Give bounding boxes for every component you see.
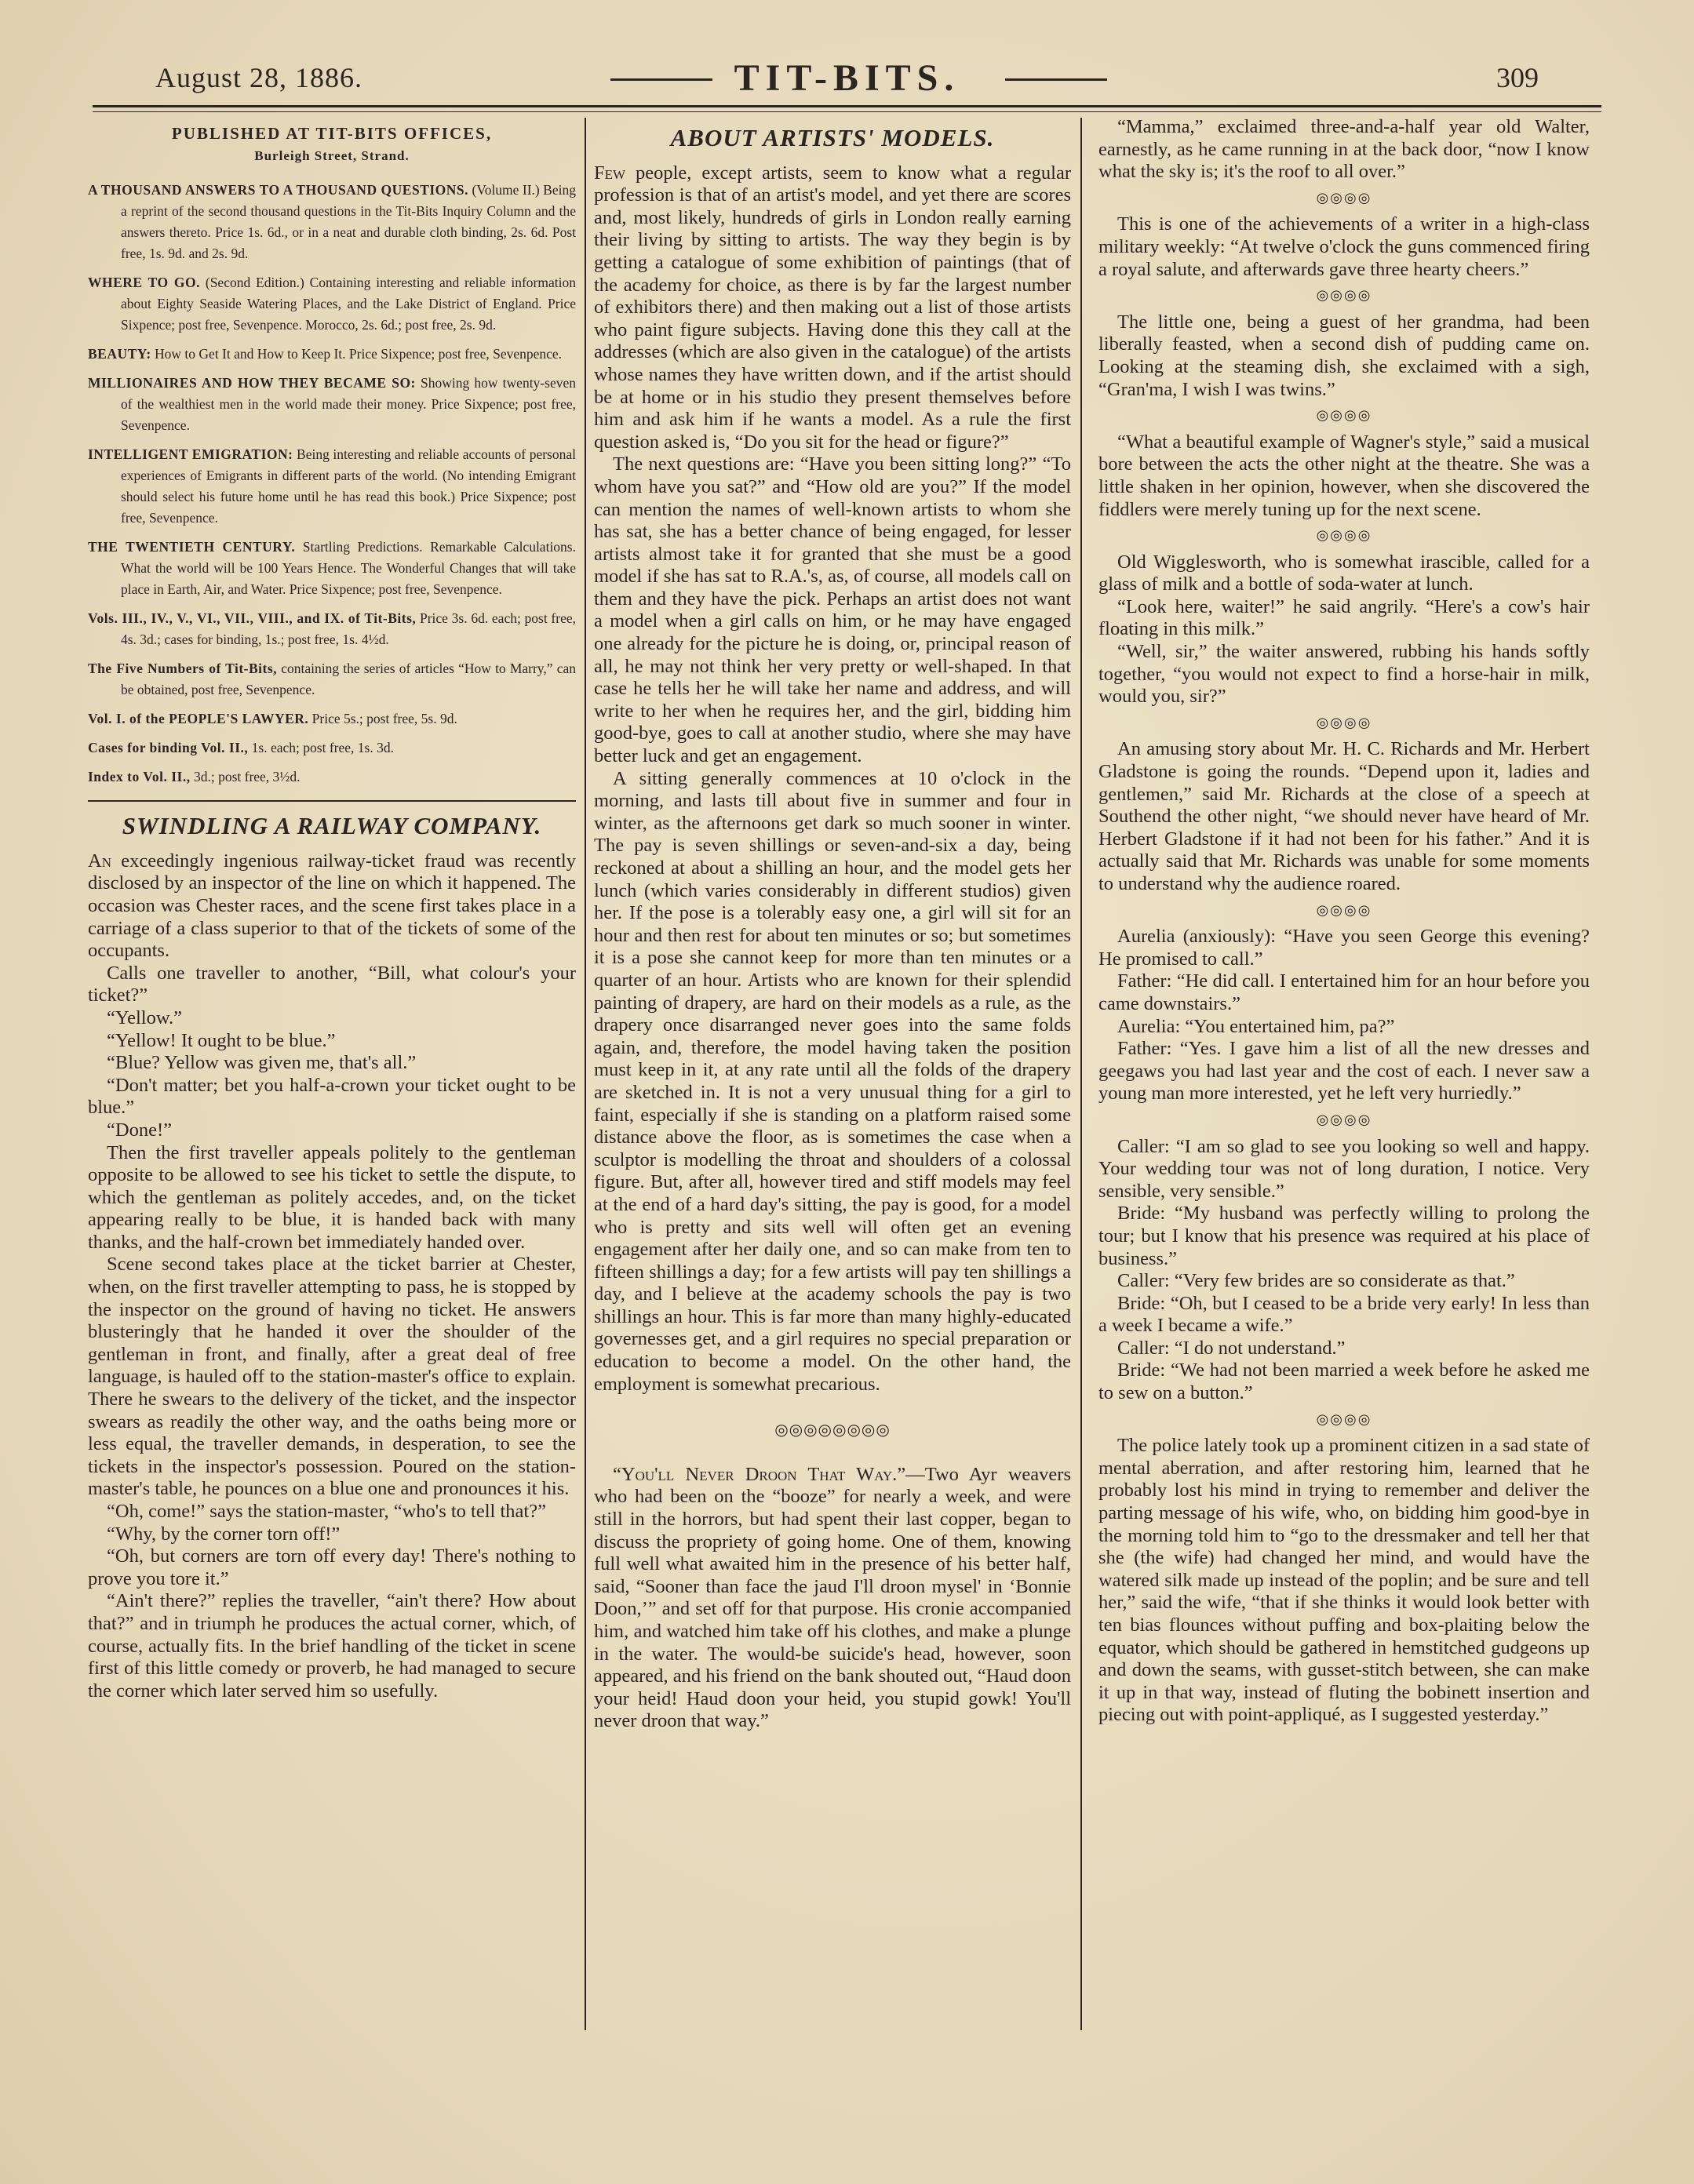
advertisement-lead: MILLIONAIRES AND HOW THEY BECAME SO: — [88, 375, 416, 391]
header-double-rule — [93, 105, 1601, 112]
article-paragraph: A sitting generally commences at 10 o'clock in the morning, and lasts till about five in summer and four in winter, as the afternoons get dark so much sooner in winter. The pay is seven shillings or seven-and-six a day, being reckoned at about a shilling an hour, and the model gets her lunch (which varies considerably in different studios) given her. If the pose is a tolerably easy one, a girl will sit for an hour and then rest for about ten minutes or so; but sometimes it is a pose she cannot keep for more than ten minutes or a quarter of an hour. Artists who are known for their splendid painting of drapery, are hard on their models as a rule, as the drapery once disarranged never goes into the same folds again, and, therefore, the model having taken the position must keep in it, at any rate until all the folds of the drapery are sketched in. It is not a very unusual thing for a girl to faint, especially if she is standing on a platform raised some distance above the floor, as is sometimes the case when a sculptor is modelling the throat and shoulders of a colossal figure. But, after all, however tired and stiff models may feel at the end of a hard day's sitting, the pay is good, for a model who is pretty and sits well will often get an evening engagement after her daily one, and so can make from ten to fifteen shillings a day; for a few artists will pay ten shillings a day, and I believe at the academy schools the pay is two shillings an hour. This is far more than many highly-educated governesses get, and a girl requires no special preparation or education to become a model. On the other hand, the employment is somewhat precarious. — [594, 767, 1071, 1395]
ornament-divider: ◎◎◎◎ — [1316, 527, 1372, 544]
advertisement-item — [88, 537, 576, 600]
advertisement-item — [88, 766, 576, 788]
article-paragraph: “Yellow! It ought to be blue.” — [107, 1029, 336, 1051]
advertisement-lead: BEAUTY: — [88, 346, 151, 362]
column-3 — [1098, 116, 1590, 1727]
anecdote-paragraph: “Well, sir,” the waiter answered, rubbing his hands softly together, “you would not expect to find a horse-hair in milk, would you, sir?” — [1098, 641, 1590, 708]
issue-date: August 28, 1886. — [155, 62, 363, 93]
article-paragraph: Scene second takes place at the ticket barrier at Chester, when, on the first traveller attempting to pass, he is stopped by the inspector on the ground of having no ticket. He answers blusteringly that he handed it over the shoulder of the gentleman in front, and finally, after a great deal of free language, is hauled off to the station-master's office to explain. There he swears to the delivery of the ticket, and the inspector swears as readily the other way, and the oaths being more or less equal, the traveller demands, in desperation, to see the tickets in the inspector's possession. Poured on the station-master's table, he pounces on a blue one and pronounces it his. — [88, 1254, 576, 1500]
droon-anecdote: “You'll Never Droon That Way.”—Two Ayr weavers who had been on the “booze” for nearly a week, and were still in the horrors, but had spent their last copper, began to discuss the propriety of going home. One of them, knowing full well what awaited him in the presence of his better half, said, “Sooner than face the jaud I'll droon mysel' in ‘Bonnie Doon,’” and set off for that purpose. His cronie accompanied him, and watched him take off his clothes, and make a plunge in the water. The would-be suicide's head, however, soon appeared, and his friend on the bank shouted out, “Haud doon your heid! Haud doon your heid, you stupid gowk! You'll never droon that way.” — [594, 1463, 1071, 1732]
advertisement-item — [88, 658, 576, 701]
anecdote-paragraph: Father: “Yes. I gave him a list of all the new dresses and geegaws you had last year and the cost of each. I never saw a young man more interested, yet he left very hurriedly.” — [1098, 1038, 1590, 1105]
advertisement-lead: The Five Numbers of Tit-Bits, — [88, 661, 278, 677]
advertisement-item — [88, 708, 576, 730]
advertisement-lead: WHERE TO GO. — [88, 275, 201, 291]
anecdote-paragraph: Old Wigglesworth, who is somewhat irascible, called for a glass of milk and a bottle of soda-water at lunch. — [1098, 551, 1590, 595]
article-paragraph: Then the first traveller appeals politely to the gentleman opposite to be allowed to see his ticket to settle the dispute, to which the gentleman as politely accedes, and, on the ticket appearing really to be blue, it is handed back with many thanks, and the half-crown bet immediately handed over. — [88, 1141, 576, 1253]
advertisement-item — [88, 344, 576, 365]
advertisement-text: Showing how twenty-seven of the wealthiest men in the world made their money. Price Sixpence; post free, Sevenpence. — [121, 375, 576, 434]
article-paragraph: “Blue? Yellow was given me, that's all.” — [107, 1052, 417, 1074]
article-title-models: ABOUT ARTISTS' MODELS. — [670, 124, 995, 151]
anecdote-paragraph: Caller: “I do not understand.” — [1117, 1337, 1346, 1359]
advertisement-lead: Cases for binding Vol. II., — [88, 740, 249, 756]
advertisement-lead: INTELLIGENT EMIGRATION: — [88, 446, 293, 463]
ornament-divider: ◎◎◎◎ — [1316, 1111, 1372, 1127]
article-paragraph: “Don't matter; bet you half-a-crown your ticket ought to be blue.” — [88, 1074, 576, 1119]
article-paragraph: “Ain't there?” replies the traveller, “ain't there? How about that?” and in triumph he produces the actual corner, which, of course, actually fits. In the brief handling of the ticket in scene first of this little comedy or proverb, he had managed to secure the corner which later served him so usefully. — [88, 1590, 576, 1702]
article-paragraph: “Why, by the corner torn off!” — [107, 1523, 341, 1545]
anecdote-paragraph: Bride: “Oh, but I ceased to be a bride very early! In less than a week I became a wife.” — [1098, 1292, 1590, 1337]
anecdote-paragraph: Aurelia: “You entertained him, pa?” — [1117, 1015, 1395, 1037]
advertisement-text: Being interesting and reliable accounts of personal experiences of Emigrants in different parts of the world. (No intending Emigrant should select his future home until he has read this book.) Price Sixpence; post free, Sevenpence. — [121, 446, 576, 526]
article-paragraph: Calls one traveller to another, “Bill, what colour's your ticket?” — [88, 962, 576, 1006]
column-2 — [594, 116, 1071, 1733]
ornament-divider: ◎◎◎◎ — [1316, 714, 1372, 730]
advertisement-item — [88, 608, 576, 650]
article-paragraph: “Yellow.” — [107, 1006, 182, 1028]
advertisement-text: Startling Predictions. Remarkable Calculations. What the world will be 100 Years Hence. The Wonderful Changes that will take place in Earth, Air, and Water. Price Sixpence; post free, Sevenpence. — [121, 539, 576, 598]
ornament-divider: ◎◎◎◎ — [1316, 407, 1372, 424]
anecdote-list — [1098, 116, 1590, 1727]
advertisement-item — [88, 373, 576, 436]
section-rule — [88, 800, 576, 804]
anecdote-paragraph: Bride: “We had not been married a week before he asked me to sew on a button.” — [1098, 1360, 1590, 1404]
anecdote-paragraph: “Mamma,” exclaimed three-and-a-half year old Walter, earnestly, as he came running in at the back door, “now I know what the sky is; it's the roof to all over.” — [1098, 116, 1590, 183]
article-body-swindling — [88, 850, 576, 1703]
masthead-title: TIT-BITS. — [734, 57, 960, 99]
advertisement-text: Price 3s. 6d. each; post free, 4s. 3d.; cases for binding, 1s.; post free, 1s. 4½d. — [121, 610, 576, 648]
article-paragraph: “Oh, come!” says the station-master, “who's to tell that?” — [107, 1501, 546, 1522]
article-paragraph: “Oh, but corners are torn off every day! There's nothing to prove you tore it.” — [88, 1545, 576, 1589]
advertisement-text: (Second Edition.) Containing interesting and reliable information about Eighty Seaside Watering Places, and the Lake District of England. Price Sixpence; post free, Sevenpence. Morocco, 2s. 6d.; post free, 2s. 9d. — [121, 275, 576, 333]
advertisement-item — [88, 272, 576, 336]
advertisement-text: (Volume II.) Being a reprint of the second thousand questions in the Tit-Bits Inquiry Column and the answers thereto. Price 1s. 6d., or in a neat and durable cloth binding, 2s. 6d. Post free, 1s. 9d. and 2s. 9d. — [121, 182, 576, 262]
advertisement-lead: Vols. III., IV., V., VI., VII., VIII., and IX. of Tit-Bits, — [88, 610, 417, 627]
anecdote-paragraph: This is one of the achievements of a writer in a high-class military weekly: “At twelve o'clock the guns commenced firing a royal salute, and afterwards gave three hearty cheers.” — [1098, 213, 1590, 280]
anecdote-paragraph: Aurelia (anxiously): “Have you seen George this evening? He promised to call.” — [1098, 926, 1590, 970]
publisher-address: Burleigh Street, Strand. — [254, 147, 410, 163]
article-paragraph: “Done!” — [107, 1119, 172, 1141]
publisher-heading: PUBLISHED AT TIT-BITS OFFICES, — [171, 124, 493, 143]
advertisement-text: Price 5s.; post free, 5s. 9d. — [308, 711, 457, 727]
page-number: 309 — [1496, 62, 1539, 93]
anecdote-paragraph: The police lately took up a prominent citizen in a sad state of mental aberration, and after restoring him, learned that he probably lost his mind in trying to remember and deliver the parting message of his wife, who, on bidding him good-bye in the morning told him to “go to the dressmaker and tell her that she (the wife) had changed her mind, and would have the watered silk made up instead of the poplin; and be sure and tell her,” said the wife, “that if she thinks it would look better with ten bias flounces without puffing and box-plaiting below the equator, which should be gathered in hemstitched gudgeons up and down the seams, with gusset-stitch between, she can make it up in that way, instead of fluting the bobinett insertion and piecing out with point-appliqué, as I suggested yesterday.” — [1098, 1435, 1590, 1726]
column-1 — [88, 116, 576, 1702]
anecdote-paragraph: “Look here, waiter!” he said angrily. “Here's a cow's hair floating in this milk.” — [1098, 595, 1590, 640]
anecdote-paragraph: The little one, being a guest of her grandma, had been liberally feasted, when a second dish of pudding came on. Looking at the steaming dish, she exclaimed with a sigh, “Gran'ma, I wish I was twins.” — [1098, 311, 1590, 400]
column-rule-2 — [1080, 118, 1082, 2030]
advertisement-item — [88, 737, 576, 759]
anecdote-paragraph: “What a beautiful example of Wagner's style,” said a musical bore between the acts the other night at the theatre. She was a little shaken in her opinion, however, when she discovered the fiddlers were merely tuning up for the next scene. — [1098, 431, 1590, 520]
advertisement-lead: A THOUSAND ANSWERS TO A THOUSAND QUESTIONS. — [88, 182, 469, 198]
article-paragraph: Few people, except artists, seem to know what a regular profession is that of an artist's model, and yet there are scores and, most likely, hundreds of girls in London really earning their living by sitting to artists. The way they begin is by getting a catalogue of some exhibition of paintings (that of the academy for choice, as there is by far the largest number of exhibitors there) and then making out a list of those artists who paint figure subjects. Having done this they call at the addresses (which are also given in the catalogue) of the artists whose names they have written down, and if the artist should be at home or in his studio they present themselves before him and ask him if he wants a model. As a rule the first question asked is, “Do you sit for the head or figure?” — [594, 162, 1071, 453]
anecdote-paragraph: Bride: “My husband was perfectly willing to prolong the tour; but I know that his presence was required at his place of business.” — [1098, 1203, 1590, 1269]
anecdote-paragraph: Father: “He did call. I entertained him for an hour before you came downstairs.” — [1098, 970, 1590, 1014]
column-rule-1 — [585, 118, 586, 2030]
advertisement-lead: Vol. I. of the PEOPLE'S LAWYER. — [88, 711, 309, 727]
page-header — [93, 55, 1601, 104]
advertisement-text: 1s. each; post free, 1s. 3d. — [248, 740, 394, 756]
article-body-models — [594, 162, 1071, 1396]
anecdote-paragraph: An amusing story about Mr. H. C. Richards and Mr. Herbert Gladstone is going the rounds. “Depend upon it, ladies and gentlemen,” said Mr. Richards at the close of a speech at Southend the other night, “we should never have heard of Mr. Herbert Gladstone if it had not been for his father.” And it is actually said that Mr. Richards was unable for some moments to understand why the audience roared. — [1098, 738, 1590, 894]
advertisement-text: containing the series of articles “How to Marry,” can be obtained, post free, Sevenpence. — [121, 661, 576, 698]
article-title-swindling: SWINDLING A RAILWAY COMPANY. — [122, 812, 542, 840]
ornament-divider: ◎◎◎◎ — [1316, 1410, 1372, 1427]
advertisement-item — [88, 180, 576, 264]
article-paragraph: The next questions are: “Have you been sitting long?” “To whom have you sat?” and “How old are you?” If the model can mention the names of well-known artists to whom she has sat, she has a better chance of being engaged, for lesser artists almost take it for granted that she must be a good model if she has sat to R.A.'s, as, of course, all models call on them and they have the pick. Perhaps an artist does not want a model when a girl calls on him, or he may have engaged one already for the picture he is doing, or, principal reason of all, he may not think her very pretty or well-shaped. In that case he tells her he will take her name and address, and will write to her when he requires her, and the girl, bidding him good-bye, goes to call at another studio, where she may have better luck and get an engagement. — [594, 453, 1071, 767]
ornament-divider: ◎◎◎◎ — [1316, 287, 1372, 304]
advertisement-lead: THE TWENTIETH CENTURY. — [88, 539, 296, 555]
advertisement-list — [88, 180, 576, 788]
article-paragraph: An exceedingly ingenious railway-ticket fraud was recently disclosed by an inspector of the line on which it happened. The occasion was Chester races, and the scene first takes place in a carriage of a class superior to that of the tickets of some of the occupants. — [88, 850, 576, 962]
advertisement-lead: Index to Vol. II., — [88, 769, 191, 785]
header-rule-right — [1005, 78, 1107, 81]
anecdote-paragraph: Caller: “Very few brides are so considerate as that.” — [1117, 1270, 1515, 1292]
anecdote-paragraph: Caller: “I am so glad to see you looking so well and happy. Your wedding tour was not of long duration, I notice. Very sensible, very sensible.” — [1098, 1135, 1590, 1202]
advertisement-item — [88, 444, 576, 529]
ornament-divider-large: ◎◎◎◎◎◎◎◎ — [774, 1421, 891, 1440]
ornament-divider: ◎◎◎◎ — [1316, 189, 1372, 206]
advertisement-text: 3d.; post free, 3½d. — [190, 769, 301, 785]
ornament-divider: ◎◎◎◎ — [1316, 901, 1372, 918]
advertisement-text: How to Get It and How to Keep It. Price Sixpence; post free, Sevenpence. — [151, 346, 563, 362]
